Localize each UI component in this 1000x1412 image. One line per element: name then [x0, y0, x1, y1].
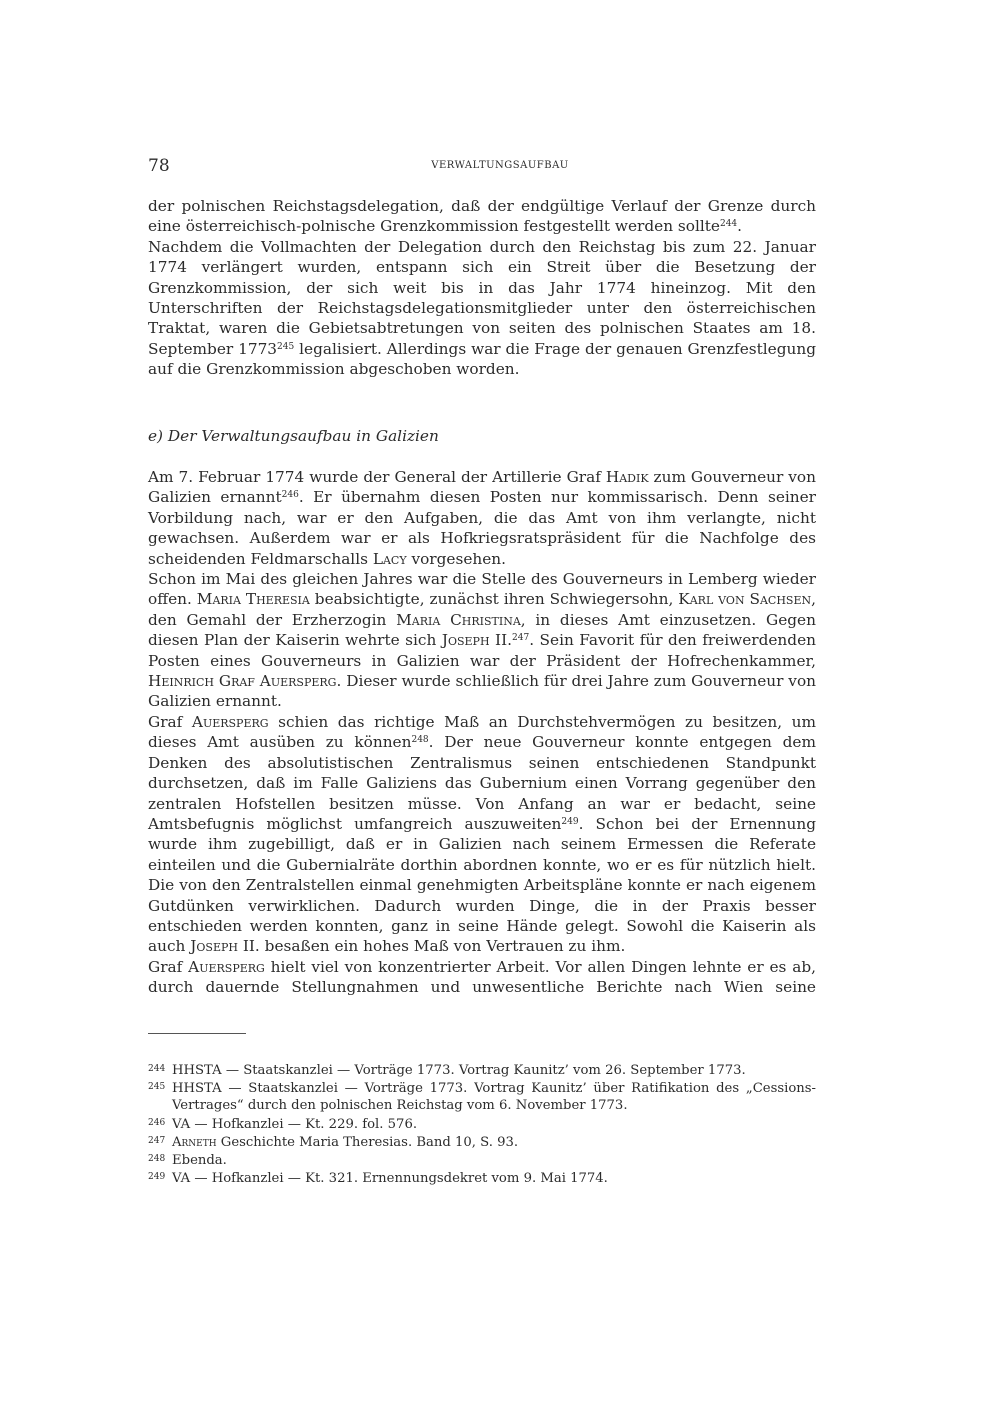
paragraph: [148, 196, 816, 237]
text: legalisiert. Allerdings war die Frage der genauen Grenzfestlegung auf die Grenzkommission abgeschoben worden.: [148, 339, 816, 379]
text: hielt viel von konzentrierter Arbeit. Vor allen Dingen lehnte er es ab, durch dauernde Stellungnahmen und unwesentliche Berichte nach Wien seine: [148, 957, 816, 997]
footnote-number: 245: [148, 1082, 166, 1093]
text: II. besaßen ein hohes Maß von Vertrauen zu ihm.: [237, 937, 626, 956]
text: Ebenda.: [172, 1153, 227, 1169]
person-name: Lacy: [372, 549, 407, 568]
person-name: Hadik: [605, 468, 649, 486]
text: . Dieser wurde schließlich für drei Jahre zum Gouverneur von Galizien ernannt.: [148, 672, 817, 711]
footnote-ref[interactable]: 249: [561, 816, 579, 827]
footnote-ref[interactable]: 247: [512, 633, 530, 644]
paragraph: [148, 237, 816, 380]
footnote-divider: [148, 1033, 246, 1034]
footnote: [148, 1080, 816, 1114]
text: Graf: [148, 712, 192, 731]
text: vorgesehen.: [406, 549, 506, 568]
text: Schon im Mai des gleichen Jahres war die Stelle des Gouverneurs in Lemberg wieder offen.: [148, 570, 816, 609]
person-name: Joseph II.: [441, 631, 512, 650]
text: .: [737, 217, 743, 236]
paragraph: [148, 467, 816, 569]
footnotes: [148, 1062, 816, 1188]
text: HHSTA — Staatskanzlei — Vorträge 1773. Vortrag Kaunitz’ vom 26. September 1773.: [172, 1063, 746, 1078]
footnote-number: 249: [148, 1172, 166, 1183]
paragraph: [148, 957, 816, 998]
text: . Sein Favorit für den freiwerdenden Posten eines Gouverneurs in Galizien war der Präsident der Hofrechenkammer,: [148, 631, 816, 670]
body-section-2: [148, 467, 816, 998]
footnote-number: 244: [148, 1064, 166, 1074]
footnote: [148, 1170, 816, 1187]
text: schien das richtige Maß an Durchstehvermögen zu besitzen, um dieses Amt ausüben zu können: [148, 712, 816, 752]
text: zum Gouverneur von Galizien ernannt: [148, 468, 816, 507]
footnote: [148, 1062, 816, 1079]
page-number: 78: [148, 156, 170, 176]
footnote-text: [172, 1170, 816, 1187]
text: Geschichte Maria Theresias. Band 10, S. 93.: [216, 1134, 519, 1150]
paragraph: [148, 569, 816, 712]
person-name: Auersperg: [191, 712, 269, 731]
body-section-1: [148, 196, 816, 380]
footnote-ref[interactable]: 245: [277, 341, 295, 352]
footnote: [148, 1134, 816, 1151]
person-name: Maria Christina: [396, 610, 521, 629]
text: Graf: [148, 957, 189, 976]
footnote: [148, 1116, 816, 1133]
text: . Schon bei der Ernennung wurde ihm zugebilligt, daß er in Galizien nach seinem Ermessen die Referate einteilen und die Gubernialräte dorthin abordnen konnte, wo er es für nützlich hielt. Die von den Zentralstellen einmal genehmigten Arbeitspläne konnte er nach eigenem Gutdünken verwirklichen. Dadurch wurden Dinge, die in der Praxis besser entschieden werden konnten, ganz in seine Hände gelegt. Sowohl die Kaiserin als auch: [148, 814, 817, 956]
text: Am 7. Februar 1774 wurde der General der Artillerie Graf: [148, 468, 606, 486]
footnote-text: [172, 1152, 816, 1169]
footnote-text: [172, 1080, 816, 1114]
footnote-text: [172, 1134, 816, 1151]
footnote-ref[interactable]: 244: [719, 219, 738, 230]
text: der polnischen Reichstagsdelegation, daß der endgültige Verlauf der Grenze durch eine österreichisch-polnische Grenzkommission festgestellt werden sollte: [148, 197, 816, 236]
section-heading: e) Der Verwaltungsaufbau in Galizien: [148, 427, 439, 445]
footnote-ref[interactable]: 246: [281, 490, 299, 501]
paragraph: [148, 712, 816, 957]
person-name: Karl von Sachsen: [678, 590, 812, 609]
text: VA — Hofkanzlei — Kt. 321. Ernennungsdekret vom 9. Mai 1774.: [172, 1171, 608, 1187]
text: VA — Hofkanzlei — Kt. 229. fol. 576.: [172, 1116, 418, 1132]
text: HHSTA — Staatskanzlei — Vorträge 1773. Vortrag Kaunitz’ über Ratifikation des „Cessions-Vertrages“ durch den polnischen Reichstag vom 6. November 1773.: [172, 1081, 816, 1114]
running-header: VERWALTUNGSAUFBAU: [431, 160, 569, 171]
footnote-ref[interactable]: 248: [411, 735, 429, 746]
footnote-number: 248: [148, 1154, 166, 1165]
person-name: Heinrich Graf Auersperg: [148, 672, 337, 691]
footnote-number: 246: [148, 1117, 166, 1128]
footnote: [148, 1152, 816, 1169]
text: , in dieses Amt einzusetzen. Gegen diesen Plan der Kaiserin wehrte sich: [148, 610, 816, 650]
footnote-number: 247: [148, 1135, 166, 1146]
text: . Er übernahm diesen Posten nur kommissarisch. Denn seiner Vorbildung nach, war er den Aufgaben, die das Amt von ihm verlangte, nicht gewachsen. Außerdem war er als Hofkriegsratspräsident für die Nachfolge des scheidenden Feldmarschalls: [148, 488, 816, 568]
person-name: Auersperg: [188, 957, 265, 976]
text: Nachdem die Vollmachten der Delegation durch den Reichstag bis zum 22. Januar 1774 verlängert wurden, entspann sich ein Streit über die Besetzung der Grenzkommission, der sich weit bis in das Jahr 1774 hineinzog. Mit den Unterschriften der Reichstagsdelegationsmitglieder unter den österreichischen Traktat, waren die Gebietsabtretungen von seiten des polnischen Staates am 18. September 1773: [148, 237, 816, 358]
author-name: Arneth: [172, 1134, 217, 1150]
text: . Der neue Gouverneur konnte entgegen dem Denken des absolutistischen Zentralismus seinen entschiedenen Standpunkt durchsetzen, daß im Falle Galiziens das Gubernium einen Vorrang gegenüber den zentralen Hofstellen besitzen müsse. Von Anfang an war er bedacht, seine Amtsbefugnis möglichst umfangreich auszuweiten: [148, 733, 816, 833]
footnote-text: [172, 1062, 816, 1079]
footnote-text: [172, 1116, 816, 1133]
text: , den Gemahl der Erzherzogin: [148, 590, 817, 629]
person-name: Maria Theresia: [196, 590, 310, 609]
text: beabsichtigte, zunächst ihren Schwiegersohn,: [309, 590, 679, 609]
person-name: Joseph: [190, 937, 238, 956]
